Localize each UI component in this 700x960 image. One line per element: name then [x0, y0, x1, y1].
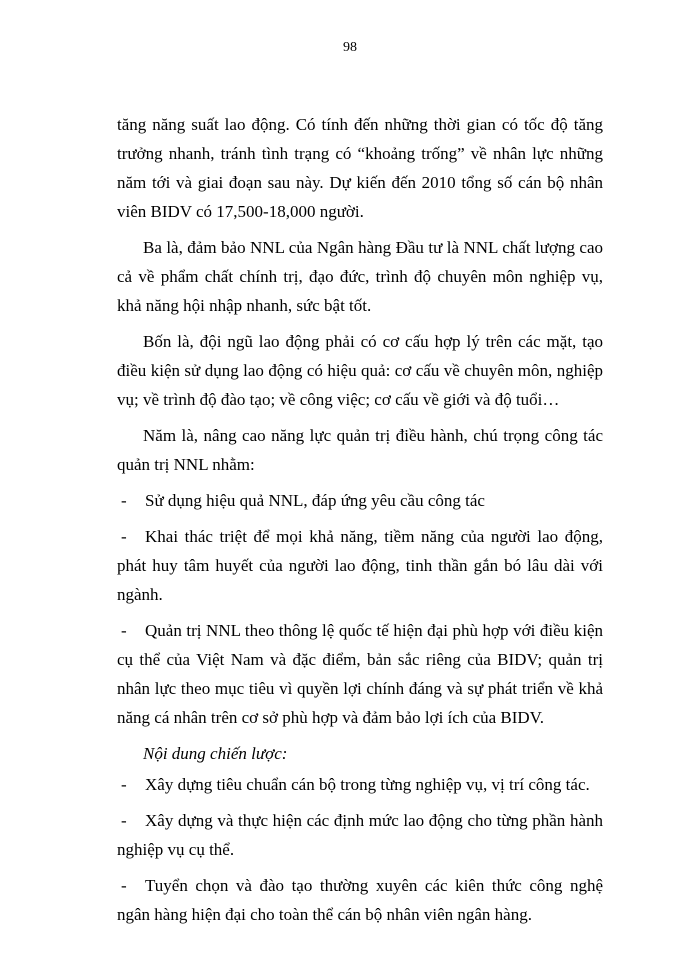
bullet-dash: - — [121, 527, 127, 546]
list-item-text: Khai thác triệt để mọi khả năng, tiềm năng của người lao động, phát huy tâm huyết của người lao động, tinh thần gắn bó lâu dài với ngành. — [117, 527, 603, 604]
list-item-text: Quản trị NNL theo thông lệ quốc tế hiện đại phù hợp với điều kiện cụ thể của Việt Nam và đặc điểm, bản sắc riêng của BIDV; quản trị nhân lực theo mục tiêu vì quyền lợi chính đáng và sự phát triển về khả năng cá nhân trên cơ sở phù hợp và đảm bảo lợi ích của BIDV. — [117, 621, 603, 727]
paragraph-continuation: tăng năng suất lao động. Có tính đến những thời gian có tốc độ tăng trưởng nhanh, tránh tình trạng có “khoảng trống” về nhân lực những năm tới và giai đoạn sau này. Dự kiến đến 2010 tổng số cán bộ nhân viên BIDV có 17,500-18,000 người. — [117, 115, 603, 221]
document-body — [117, 110, 603, 936]
bullet-dash: - — [121, 621, 127, 640]
bullet-dash: - — [121, 775, 127, 794]
list-item-text: Sử dụng hiệu quả NNL, đáp ứng yêu cầu công tác — [145, 491, 485, 510]
list-item-text: Tuyển chọn và đào tạo thường xuyên các kiên thức công nghệ ngân hàng hiện đại cho toàn thể cán bộ nhân viên ngân hàng. — [117, 876, 603, 924]
list-item — [117, 486, 603, 515]
paragraph-ba-la: Ba là, đảm bảo NNL của Ngân hàng Đầu tư là NNL chất lượng cao cả về phẩm chất chính trị, đạo đức, trình độ chuyên môn nghiệp vụ, khả năng hội nhập nhanh, sức bật tốt. — [117, 238, 603, 315]
list-item — [117, 806, 603, 864]
bullet-list-strategy — [117, 770, 603, 929]
list-item — [117, 871, 603, 929]
list-item — [117, 522, 603, 609]
list-item — [117, 770, 603, 799]
bullet-list-management — [117, 486, 603, 732]
bullet-dash: - — [121, 876, 127, 895]
paragraph-nam-la: Năm là, nâng cao năng lực quản trị điều hành, chú trọng công tác quản trị NNL nhằm: — [117, 426, 603, 474]
bullet-dash: - — [121, 491, 127, 510]
list-item — [117, 616, 603, 732]
paragraph-bon-la: Bốn là, đội ngũ lao động phải có cơ cấu hợp lý trên các mặt, tạo điều kiện sử dụng lao động có hiệu quả: cơ cấu về chuyên môn, nghiệp vụ; về trình độ đào tạo; về công việc; cơ cấu về giới và độ tuổi… — [117, 332, 603, 409]
list-item-text: Xây dựng tiêu chuẩn cán bộ trong từng nghiệp vụ, vị trí công tác. — [145, 775, 590, 794]
section-heading-strategy: Nội dung chiến lược: — [143, 744, 288, 763]
page-number: 98 — [343, 40, 357, 55]
list-item-text: Xây dựng và thực hiện các định mức lao động cho từng phần hành nghiệp vụ cụ thể. — [117, 811, 603, 859]
bullet-dash: - — [121, 811, 127, 830]
